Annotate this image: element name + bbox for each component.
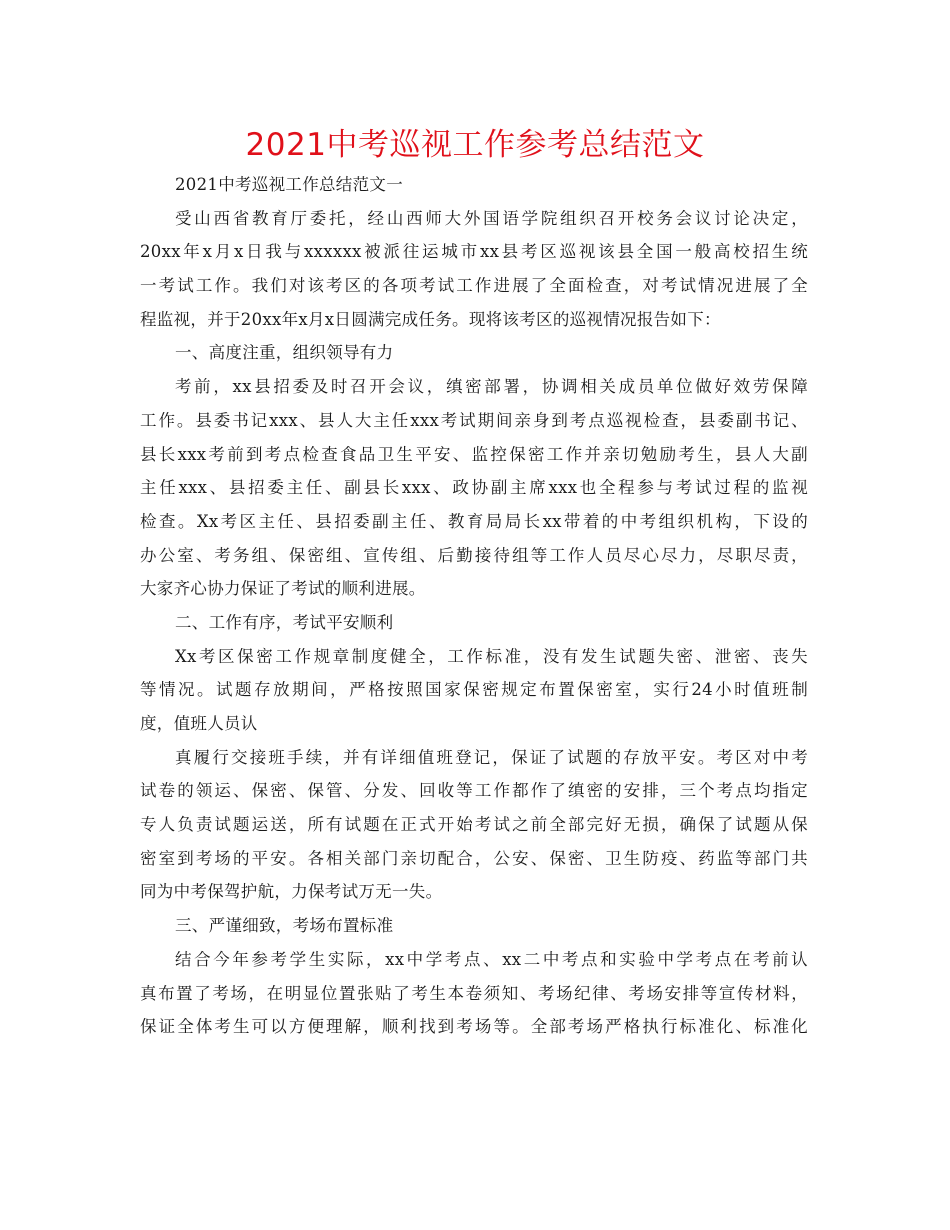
text-line: 同为中考保驾护航，力保考试万无一失。 bbox=[140, 882, 443, 902]
text-line: 办公室、考务组、保密组、宣传组、后勤接待组等工作人员尽心尽力，尽职尽责， bbox=[140, 545, 808, 565]
text-line: 度，值班人员认 bbox=[140, 714, 258, 733]
text-line: 主任xxx、县招委主任、副县长xxx、政协副主席xxx也全程参与考试过程的监视 bbox=[140, 478, 808, 498]
text-line: 结合今年参考学生实际，xx中学考点、xx二中考点和实验中学考点在考前认 bbox=[175, 949, 808, 969]
text-line: 大家齐心协力保证了考试的顺利进展。 bbox=[140, 579, 426, 599]
text-line: 2021中考巡视工作总结范文一 bbox=[175, 175, 403, 194]
text-line: 等情况。试题存放期间，严格按照国家保密规定布置保密室，实行24小时值班制 bbox=[140, 680, 808, 700]
text-line: 二、工作有序，考试平安顺利 bbox=[175, 612, 394, 632]
text-line: 真履行交接班手续，并有详细值班登记，保证了试题的存放平安。考区对中考 bbox=[175, 747, 808, 767]
document-title: 2021中考巡视工作参考总结范文 bbox=[245, 127, 705, 163]
text-line: 保证全体考生可以方便理解，顺利找到考场等。全部考场严格执行标准化、标准化 bbox=[140, 1017, 808, 1037]
text-line: 三、严谨细致，考场布置标准 bbox=[175, 916, 394, 936]
text-line: 试卷的领运、保密、保管、分发、回收等工作都作了缜密的安排，三个考点均指定 bbox=[140, 781, 808, 801]
text-line: 20xx年x月x日我与xxxxxx被派往运城市xx县考区巡视该县全国一般高校招生统 bbox=[140, 242, 808, 262]
text-line: 专人负责试题运送，所有试题在正式开始考试之前全部完好无损，确保了试题从保 bbox=[140, 815, 808, 835]
text-line: 县长xxx考前到考点检查食品卫生平安、监控保密工作并亲切勉励考生，县人大副 bbox=[140, 444, 808, 464]
text-line: 密室到考场的平安。各相关部门亲切配合，公安、保密、卫生防疫、药监等部门共 bbox=[140, 848, 808, 868]
document-body bbox=[140, 168, 808, 1044]
text-line: 一考试工作。我们对该考区的各项考试工作进展了全面检查，对考试情况进展了全 bbox=[140, 276, 808, 296]
text-line: 检查。Xx考区主任、县招委副主任、教育局局长xx带着的中考组织机构，下设的 bbox=[140, 511, 808, 531]
text-line: Xx考区保密工作规章制度健全，工作标准，没有发生试题失密、泄密、丧失 bbox=[175, 646, 808, 666]
text-line: 真布置了考场，在明显位置张贴了考生本卷须知、考场纪律、考场安排等宣传材料， bbox=[140, 983, 808, 1003]
text-line: 一、高度注重，组织领导有力 bbox=[175, 343, 394, 363]
text-line: 程监视，并于20xx年x月x日圆满完成任务。现将该考区的巡视情况报告如下： bbox=[140, 309, 721, 329]
text-line: 工作。县委书记xxx、县人大主任xxx考试期间亲身到考点巡视检查，县委副书记、 bbox=[140, 410, 808, 430]
text-line: 考前，xx县招委及时召开会议，缜密部署，协调相关成员单位做好效劳保障 bbox=[175, 377, 808, 397]
text-line: 受山西省教育厅委托，经山西师大外国语学院组织召开校务会议讨论决定， bbox=[175, 208, 808, 228]
